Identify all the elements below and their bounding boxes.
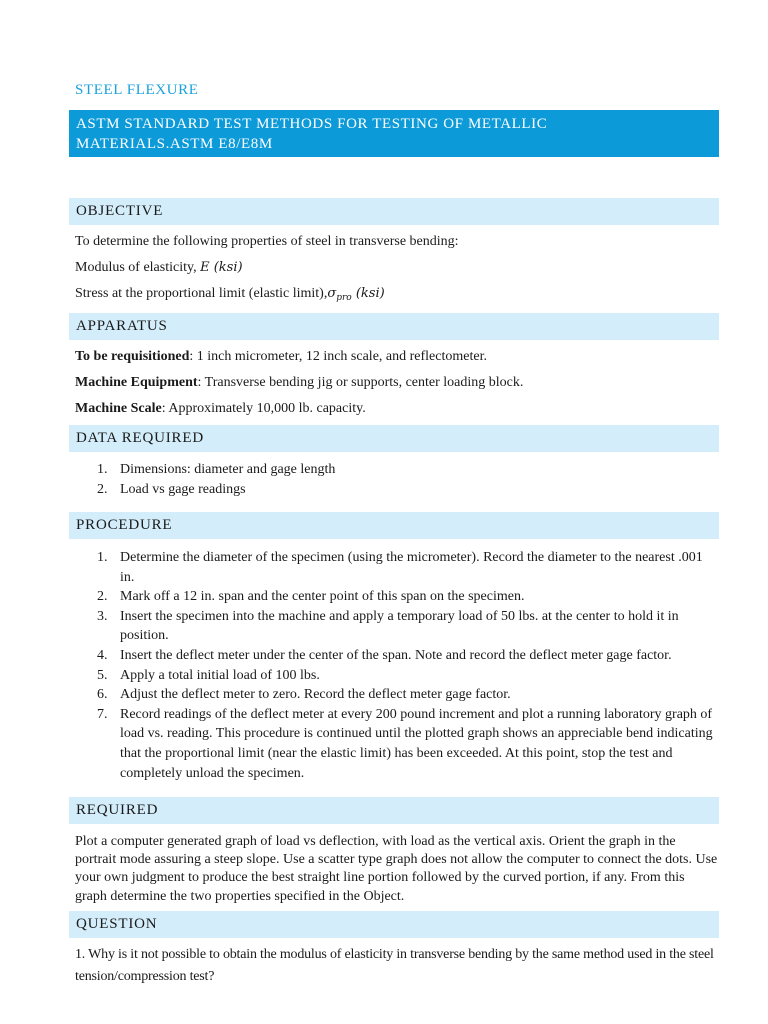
list-item — [69, 480, 719, 500]
title-banner — [69, 110, 719, 157]
equipment-label: Machine Equipment — [75, 375, 198, 390]
objective-item-modulus-text: Modulus of elasticity, — [75, 260, 201, 275]
stress-symbol: σ — [327, 286, 337, 301]
list-text: Dimensions: diameter and gage length — [120, 462, 336, 477]
list-text: Mark off a 12 in. span and the center point of this span on the specimen. — [120, 589, 525, 605]
modulus-symbol: E — [200, 260, 210, 275]
list-number: 6. — [97, 687, 108, 703]
objective-item-stress — [75, 285, 720, 307]
objective-intro: To determine the following properties of steel in transverse bending: — [75, 234, 459, 249]
equipment-value: : Transverse bending jig or supports, center loading block. — [197, 375, 524, 390]
scale-value: : Approximately 10,000 lb. capacity. — [161, 401, 366, 416]
list-text: Insert the specimen into the machine and apply a temporary load of 50 lbs. at the center to hold it in position. — [120, 608, 679, 644]
list-item — [69, 548, 719, 587]
section-heading-procedure: PROCEDURE — [69, 512, 719, 539]
list-item — [69, 460, 719, 480]
list-text: Adjust the deflect meter to zero. Record the deflect meter gage factor. — [120, 687, 511, 703]
scale-label: Machine Scale — [75, 401, 162, 416]
list-item — [69, 646, 719, 666]
modulus-unit: (ksi) — [213, 260, 243, 275]
procedure-list — [69, 548, 719, 783]
banner-line-1: ASTM STANDARD TEST METHODS FOR TESTING OF METALLIC — [76, 116, 548, 132]
apparatus-requisitioned — [75, 348, 720, 366]
banner-line-2: MATERIALS.ASTM E8/E8M — [76, 135, 273, 152]
section-heading-required: REQUIRED — [69, 797, 719, 824]
section-heading-question: QUESTION — [69, 911, 719, 938]
list-text: Load vs gage readings — [120, 481, 246, 497]
list-number: 3. — [97, 608, 108, 624]
stress-subscript: pro — [336, 293, 352, 303]
list-item — [69, 607, 719, 646]
list-text: Record readings of the deflect meter at every 200 pound increment and plot a running laboratory graph of load vs. reading. This procedure is continued until the plotted graph shows an appreciable bend indicating that the proportional limit (near the elastic limit) has been exceeded. At this point, stop the test and completely unload the specimen. — [120, 706, 713, 781]
section-heading-objective: OBJECTIVE — [69, 198, 719, 225]
apparatus-scale — [75, 400, 720, 418]
requisitioned-value: : 1 inch micrometer, 12 inch scale, and reflectometer. — [189, 349, 487, 364]
list-item — [69, 666, 719, 686]
required-text: Plot a computer generated graph of load vs deflection, with load as the vertical axis. Orient the graph in the portrait mode assuring a steep slope. Use a scatter type graph does not allow the computer to connect the dots. Use your own judgment to produce the best straight line portion followed by the curved portion, if any. From this graph determine the two properties specified in the Object. — [75, 834, 718, 904]
list-text: Apply a total initial load of 100 lbs. — [120, 667, 320, 683]
data-required-list — [69, 460, 719, 499]
list-number: 7. — [97, 706, 108, 722]
list-text: Insert the deflect meter under the center of the span. Note and record the deflect meter gage factor. — [120, 647, 672, 663]
requisitioned-label: To be requisitioned — [75, 349, 190, 364]
list-number: 2. — [97, 481, 108, 497]
apparatus-equipment — [75, 374, 720, 392]
objective-item-stress-text: Stress at the proportional limit (elastic limit), — [75, 286, 328, 301]
question-text: 1. Why is it not possible to obtain the modulus of elasticity in transverse bending by the same method used in the steel tension/compression test? — [75, 947, 714, 984]
stress-unit: (ksi) — [355, 286, 385, 301]
section-heading-apparatus: APPARATUS — [69, 313, 719, 340]
list-number: 2. — [97, 589, 108, 605]
list-number: 4. — [97, 647, 108, 663]
list-item — [69, 705, 719, 783]
list-number: 1. — [97, 462, 108, 477]
document-title: STEEL FLEXURE — [75, 82, 199, 98]
objective-item-modulus — [75, 259, 720, 277]
list-item — [69, 685, 719, 705]
list-number: 5. — [97, 667, 108, 683]
section-heading-data-required: DATA REQUIRED — [69, 425, 719, 452]
list-item — [69, 587, 719, 607]
list-number: 1. — [97, 550, 108, 565]
list-text: Determine the diameter of the specimen (using the micrometer). Record the diameter to the nearest .001 in. — [120, 550, 703, 585]
